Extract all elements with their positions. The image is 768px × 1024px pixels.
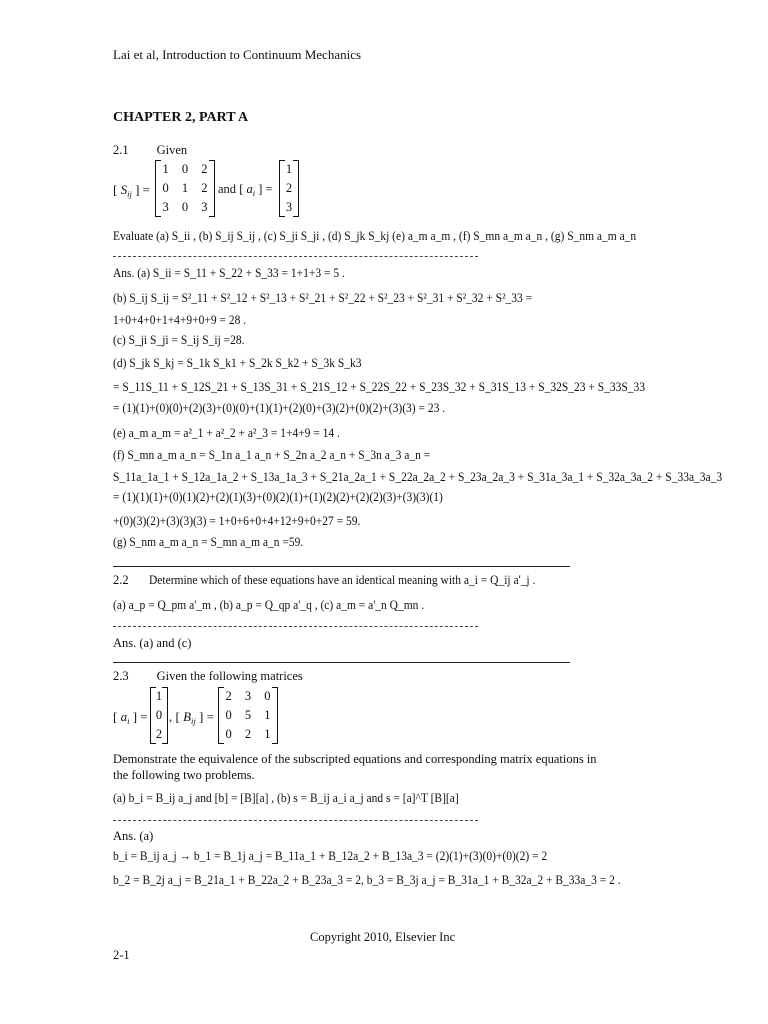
answer-f-line-1: (f) S_mn a_m a_n = S_1n a_1 a_n + S_2n a_2 a_n + S_3n a_3 a_n =: [113, 448, 431, 462]
s-matrix: 1 0 2 0 1 2 3 0 3: [155, 160, 215, 217]
answer-2-3-line-1: b_i = B_ij a_j → b_1 = B_1j a_j = B_11a_1 + B_12a_2 + B_13a_3 = (2)(1)+(3)(0)+(0)(2) = 2: [113, 849, 548, 863]
demonstrate-line-1: Demonstrate the equivalence of the subscripted equations and corresponding matrix equations in: [113, 752, 597, 766]
a-vector: 1 2 3: [279, 160, 299, 217]
problem-2-3-parts: (a) b_i = B_ij a_j and [b] = [B][a] , (b) s = B_ij a_i a_j and s = [a]^T [B][a]: [113, 791, 459, 805]
problem-2-2-heading: [113, 573, 569, 588]
answer-f-line-2: S_11a_1a_1 + S_12a_1a_2 + S_13a_1a_3 + S_21a_2a_1 + S_22a_2a_2 + S_23a_2a_3 + S_31a_3a_1 + S_32a_3a_2 + S_33a_3a_3: [113, 470, 723, 484]
demonstrate-line-2: the following two problems.: [113, 768, 255, 782]
b-ij-symbol: , [ $B_{ij}$ ] =: [169, 709, 214, 726]
a-vector-2-3: 1 0 2: [150, 687, 168, 744]
answer-b-line-1: (b) S_ij S_ij = S²_11 + S²_12 + S²_13 + S²_21 + S²_22 + S²_23 + S²_31 + S²_32 + S²_33 =: [113, 291, 533, 305]
problem-2-1-heading: [113, 143, 187, 158]
answer-c: (c) S_ji S_ji = S_ij S_ij =28.: [113, 333, 245, 347]
copyright-footer: Copyright 2010, Elsevier Inc: [310, 930, 456, 944]
evaluate-line: Evaluate (a) S_ii , (b) S_ij S_ij , (c) S_ji S_ji , (d) S_jk S_kj (e) a_m a_m , (f) S_mn a_m a_n , (g) S_nm a_m a_n: [113, 229, 637, 243]
b-matrix: 2 3 0 0 5 1 0 2 1: [218, 687, 278, 744]
answer-d-line-3: = (1)(1)+(0)(0)+(2)(3)+(0)(0)+(1)(1)+(2)(0)+(3)(2)+(0)(2)+(3)(3) = 23 .: [113, 401, 446, 415]
separator-dashed: [113, 820, 478, 821]
separator-dashed: [113, 256, 478, 257]
page-number: 2-1: [113, 948, 130, 962]
separator-solid: [113, 662, 570, 663]
answer-f-line-4: +(0)(3)(2)+(3)(3)(3) = 1+0+6+0+4+12+9+0+27 = 59.: [113, 514, 361, 528]
separator-solid: [113, 566, 570, 567]
problem-2-3-heading: [113, 669, 303, 684]
problem-number: 2.3: [113, 669, 129, 683]
problem-2-2-options: (a) a_p = Q_pm a'_m , (b) a_p = Q_qp a'_q , (c) a_m = a'_n Q_mn .: [113, 598, 425, 612]
problem-number: 2.1: [113, 143, 129, 157]
answer-2-3-line-2: b_2 = B_2j a_j = B_21a_1 + B_22a_2 + B_23a_3 = 2, b_3 = B_3j a_j = B_31a_1 + B_32a_2 + B_33a_3 = 2 .: [113, 873, 621, 887]
given-label: Given the following matrices: [156, 669, 303, 683]
answer-f-line-3: = (1)(1)(1)+(0)(1)(2)+(2)(1)(3)+(0)(2)(1)+(1)(2)(2)+(2)(2)(3)+(3)(3)(1): [113, 490, 443, 504]
problem-2-2-answer: Ans. (a) and (c): [113, 636, 192, 650]
problem-number: 2.2: [113, 573, 129, 587]
chapter-title: CHAPTER 2, PART A: [113, 110, 249, 125]
answer-a: Ans. (a) S_ii = S_11 + S_22 + S_33 = 1+1+3 = 5 .: [113, 266, 345, 280]
and-label: and [ $a_i$ ] =: [218, 182, 273, 198]
answer-g: (g) S_nm a_m a_n = S_mn a_m a_n =59.: [113, 535, 304, 549]
answer-d-line-2: = S_11S_11 + S_12S_21 + S_13S_31 + S_21S_12 + S_22S_22 + S_23S_32 + S_31S_13 + S_32S_23 + S_33S_33: [113, 380, 646, 394]
problem-2-2-question: Determine which of these equations have an identical meaning with a_i = Q_ij a'_j .: [148, 573, 535, 587]
running-header: Lai et al, Introduction to Continuum Mechanics: [113, 47, 362, 62]
given-label: Given: [156, 143, 188, 157]
answer-b-line-2: 1+0+4+0+1+4+9+0+9 = 28 .: [113, 313, 247, 327]
answer-d-line-1: (d) S_jk S_kj = S_1k S_k1 + S_2k S_k2 + S_3k S_k3: [113, 356, 362, 370]
a-i-symbol: [ $a_i$ ] =: [113, 709, 148, 726]
answer-e: (e) a_m a_m = a²_1 + a²_2 + a²_3 = 1+4+9 = 14 .: [113, 426, 340, 440]
problem-2-3-answer-label: Ans. (a): [113, 829, 154, 843]
s-ij-symbol: [ $S_{ij}$ ] =: [113, 182, 150, 199]
separator-dashed: [113, 626, 478, 627]
